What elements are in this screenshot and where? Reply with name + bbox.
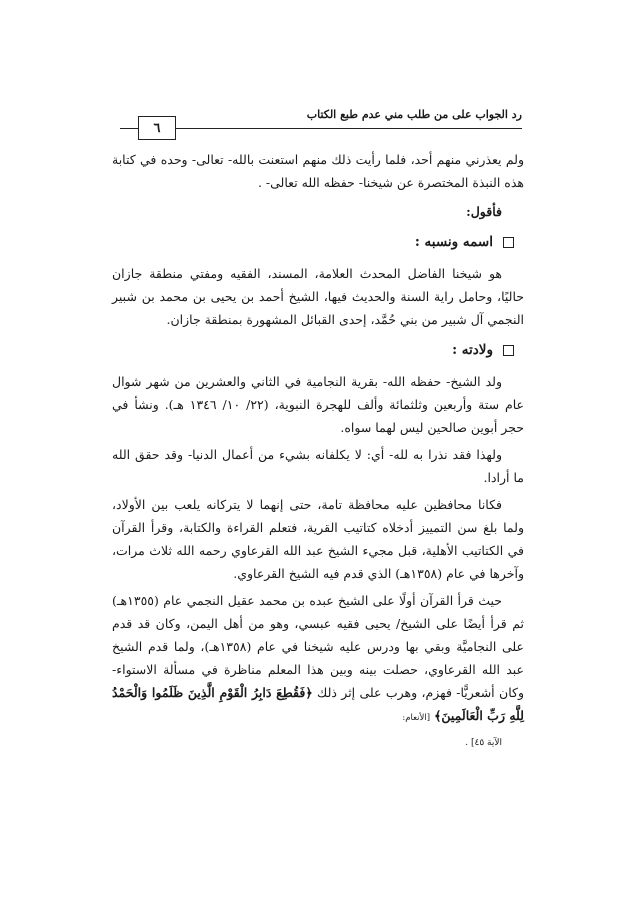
quran-verse: ﴿فَقُطِعَ دَابِرُ الْقَوْمِ الَّذِينَ ظَلَمُوا وَالْحَمْدُ لِلَّهِ رَبِّ الْعَالَمِينَ﴾ [112, 685, 524, 723]
checkbox-bullet-icon [503, 345, 514, 356]
checkbox-bullet-icon [503, 237, 514, 248]
section-heading-birth [112, 339, 514, 362]
birth-paragraph: ولد الشيخ- حفظه الله- بقرية النجامية في الثاني والعشرين من شهر شوال عام ستة وأربعين وثلثمائة وألف للهجرة النبوية، (٢٢/ ١٠/ ١٣٤٦ هـ). ونشأ في حجر أبوين صالحين ليس لهما سواه. [112, 374, 525, 435]
lineage-paragraph: هو شيخنا الفاضل المحدث العلامة، المسند، الفقيه ومفتي منطقة جازان حاليًا، وحامل راية السنة والحديث فيها، الشيخ أحمد بن يحيى بن محمد بن شبير النجمي آل شبير من بني حُمَّد، إحدى القبائل المشهورة بمنطقة جازان. [112, 266, 524, 327]
running-title: رد الجواب على من طلب مني عدم طبع الكتاب [306, 108, 522, 121]
verse-citation: [الأنعام: [402, 713, 431, 723]
upbringing-paragraph: فكانا محافظين عليه محافظة تامة، حتى إنهما لا يتركانه يلعب بين الأولاد، ولما بلغ سن التمييز أدخلاه كتاتيب القرية، فتعلم القراءة والكتابة، وقرأ القرآن في الكتاتيب الأهلية، قبل مجيء الشيخ عبد الله القرعاوي رحمه الله ثلاث مرات، وآخرها في عام (١٣٥٨هـ) الذي قدم فيه الشيخ القرعاوي. [112, 497, 524, 581]
section-heading-name-lineage [112, 231, 514, 254]
verse-citation-end: الآية ٤٥] . [465, 738, 502, 748]
section-title: اسمه ونسبه : [414, 234, 493, 250]
section-title: ولادته : [452, 342, 493, 358]
quran-study-paragraph [112, 589, 524, 755]
vow-paragraph: ولهذا فقد نذرا به لله- أي: لا يكلفانه بشيء من أعمال الدنيا- وقد حقق الله ما أرادا. [112, 447, 524, 485]
paragraph-text: حيث قرأ القرآن أولًا على الشيخ عبده بن محمد عقيل النجمي عام (١٣٥٥هـ) ثم قرأ أيضًا على الشيخ/ يحيى فقيه عبسي، وهو من أهل اليمن، وكان قد قدم على النجاميَّة وبقي بها ودرس عليه شيخنا في عام (١٣٥٨هـ)، ولما قدم الشيخ عبد الله القرعاوي، حصلت بينه وبين هذا المعلم مناظرة في مسألة الاستواء- وكان أشعريًّا- فهزم، وهرب على إثر ذلك [112, 593, 524, 700]
page-header [120, 108, 522, 136]
page-number: ٦ [138, 116, 176, 140]
page-body [112, 148, 524, 759]
intro-paragraph: ولم يعذرني منهم أحد، فلما رأيت ذلك منهم استعنت بالله- تعالى- وحده في كتابة هذه النبذة المختصرة عن شيخنا- حفظه الله تعالى- . [112, 152, 524, 190]
aqul-heading: فأقول: [466, 204, 502, 219]
header-rule [120, 128, 522, 129]
